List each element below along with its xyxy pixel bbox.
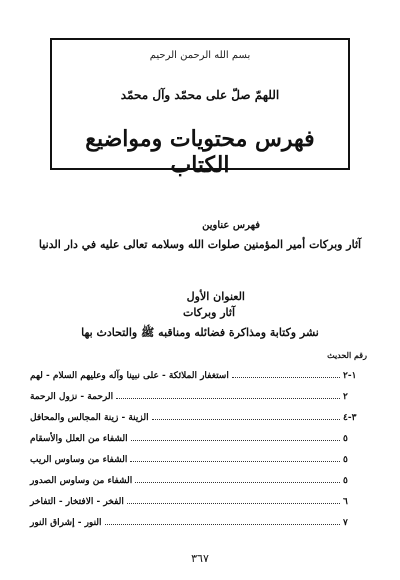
toc-title: الشفاء من العلل والأسقام bbox=[30, 434, 128, 444]
leader-dots bbox=[152, 410, 340, 420]
title-frame bbox=[50, 38, 350, 178]
toc-row[interactable] bbox=[30, 389, 367, 410]
toc-row[interactable] bbox=[30, 515, 367, 536]
toc-title: استغفار الملائكة - على نبينا وآله وعليهم السلام - لهم bbox=[30, 371, 229, 381]
leader-dots bbox=[131, 431, 340, 441]
section-subtitle-1: آثار وبركات أمير المؤمنين صلوات الله وسلامه تعالى عليه في دار الدنيا bbox=[38, 238, 362, 251]
toc-row[interactable] bbox=[30, 494, 367, 515]
toc-page: ٥ bbox=[343, 476, 348, 486]
toc-column-header: رقم الحديث bbox=[327, 350, 367, 360]
toc-title: الرحمة - نزول الرحمة bbox=[30, 392, 114, 402]
leader-dots bbox=[105, 515, 340, 525]
toc-title: الشفاء من وساوس الريب bbox=[30, 455, 128, 465]
section-subtitle-3: نشر وكتابة ومذاكرة فضائله ومناقبه ﷺ والتحادث بها bbox=[81, 326, 319, 339]
section-subtitle-2: آثار وبركات bbox=[183, 306, 235, 319]
toc-page: ٧ bbox=[343, 518, 348, 528]
toc-row[interactable] bbox=[30, 410, 367, 431]
toc-page: ٥ bbox=[343, 455, 348, 465]
toc-page: ٣-٤ bbox=[343, 413, 357, 423]
leader-dots bbox=[127, 494, 340, 504]
leader-dots bbox=[116, 389, 340, 399]
toc-list bbox=[30, 368, 367, 536]
book-title: فهرس محتويات ومواضيع الكتاب bbox=[85, 126, 315, 178]
invocation: اللهمّ صلّ على محمّد وآل محمّد bbox=[120, 88, 280, 102]
section-heading-1: فهرس عناوين bbox=[202, 220, 260, 231]
toc-title: النور - إشراق النور bbox=[30, 518, 102, 528]
toc-title: الشفاء من وساوس الصدور bbox=[30, 476, 133, 486]
toc-title: الزينة - زينة المجالس والمحافل bbox=[30, 413, 149, 423]
leader-dots bbox=[135, 473, 340, 483]
toc-page: ٢ bbox=[343, 392, 348, 402]
toc-page: ٦ bbox=[343, 497, 348, 507]
toc-row[interactable] bbox=[30, 452, 367, 473]
section-heading-2: العنوان الأول bbox=[186, 290, 245, 303]
leader-dots bbox=[232, 368, 340, 378]
toc-row[interactable] bbox=[30, 431, 367, 452]
basmala: بسم الله الرحمن الرحيم bbox=[149, 50, 251, 61]
leader-dots bbox=[130, 452, 340, 462]
toc-title: الفخر - الافتخار - التفاخر bbox=[30, 497, 124, 507]
page-number: ٣٦٧ bbox=[191, 552, 209, 565]
toc-page: ٥ bbox=[343, 434, 348, 444]
toc-row[interactable] bbox=[30, 368, 367, 389]
toc-row[interactable] bbox=[30, 473, 367, 494]
toc-page: ١-٢ bbox=[343, 371, 357, 381]
